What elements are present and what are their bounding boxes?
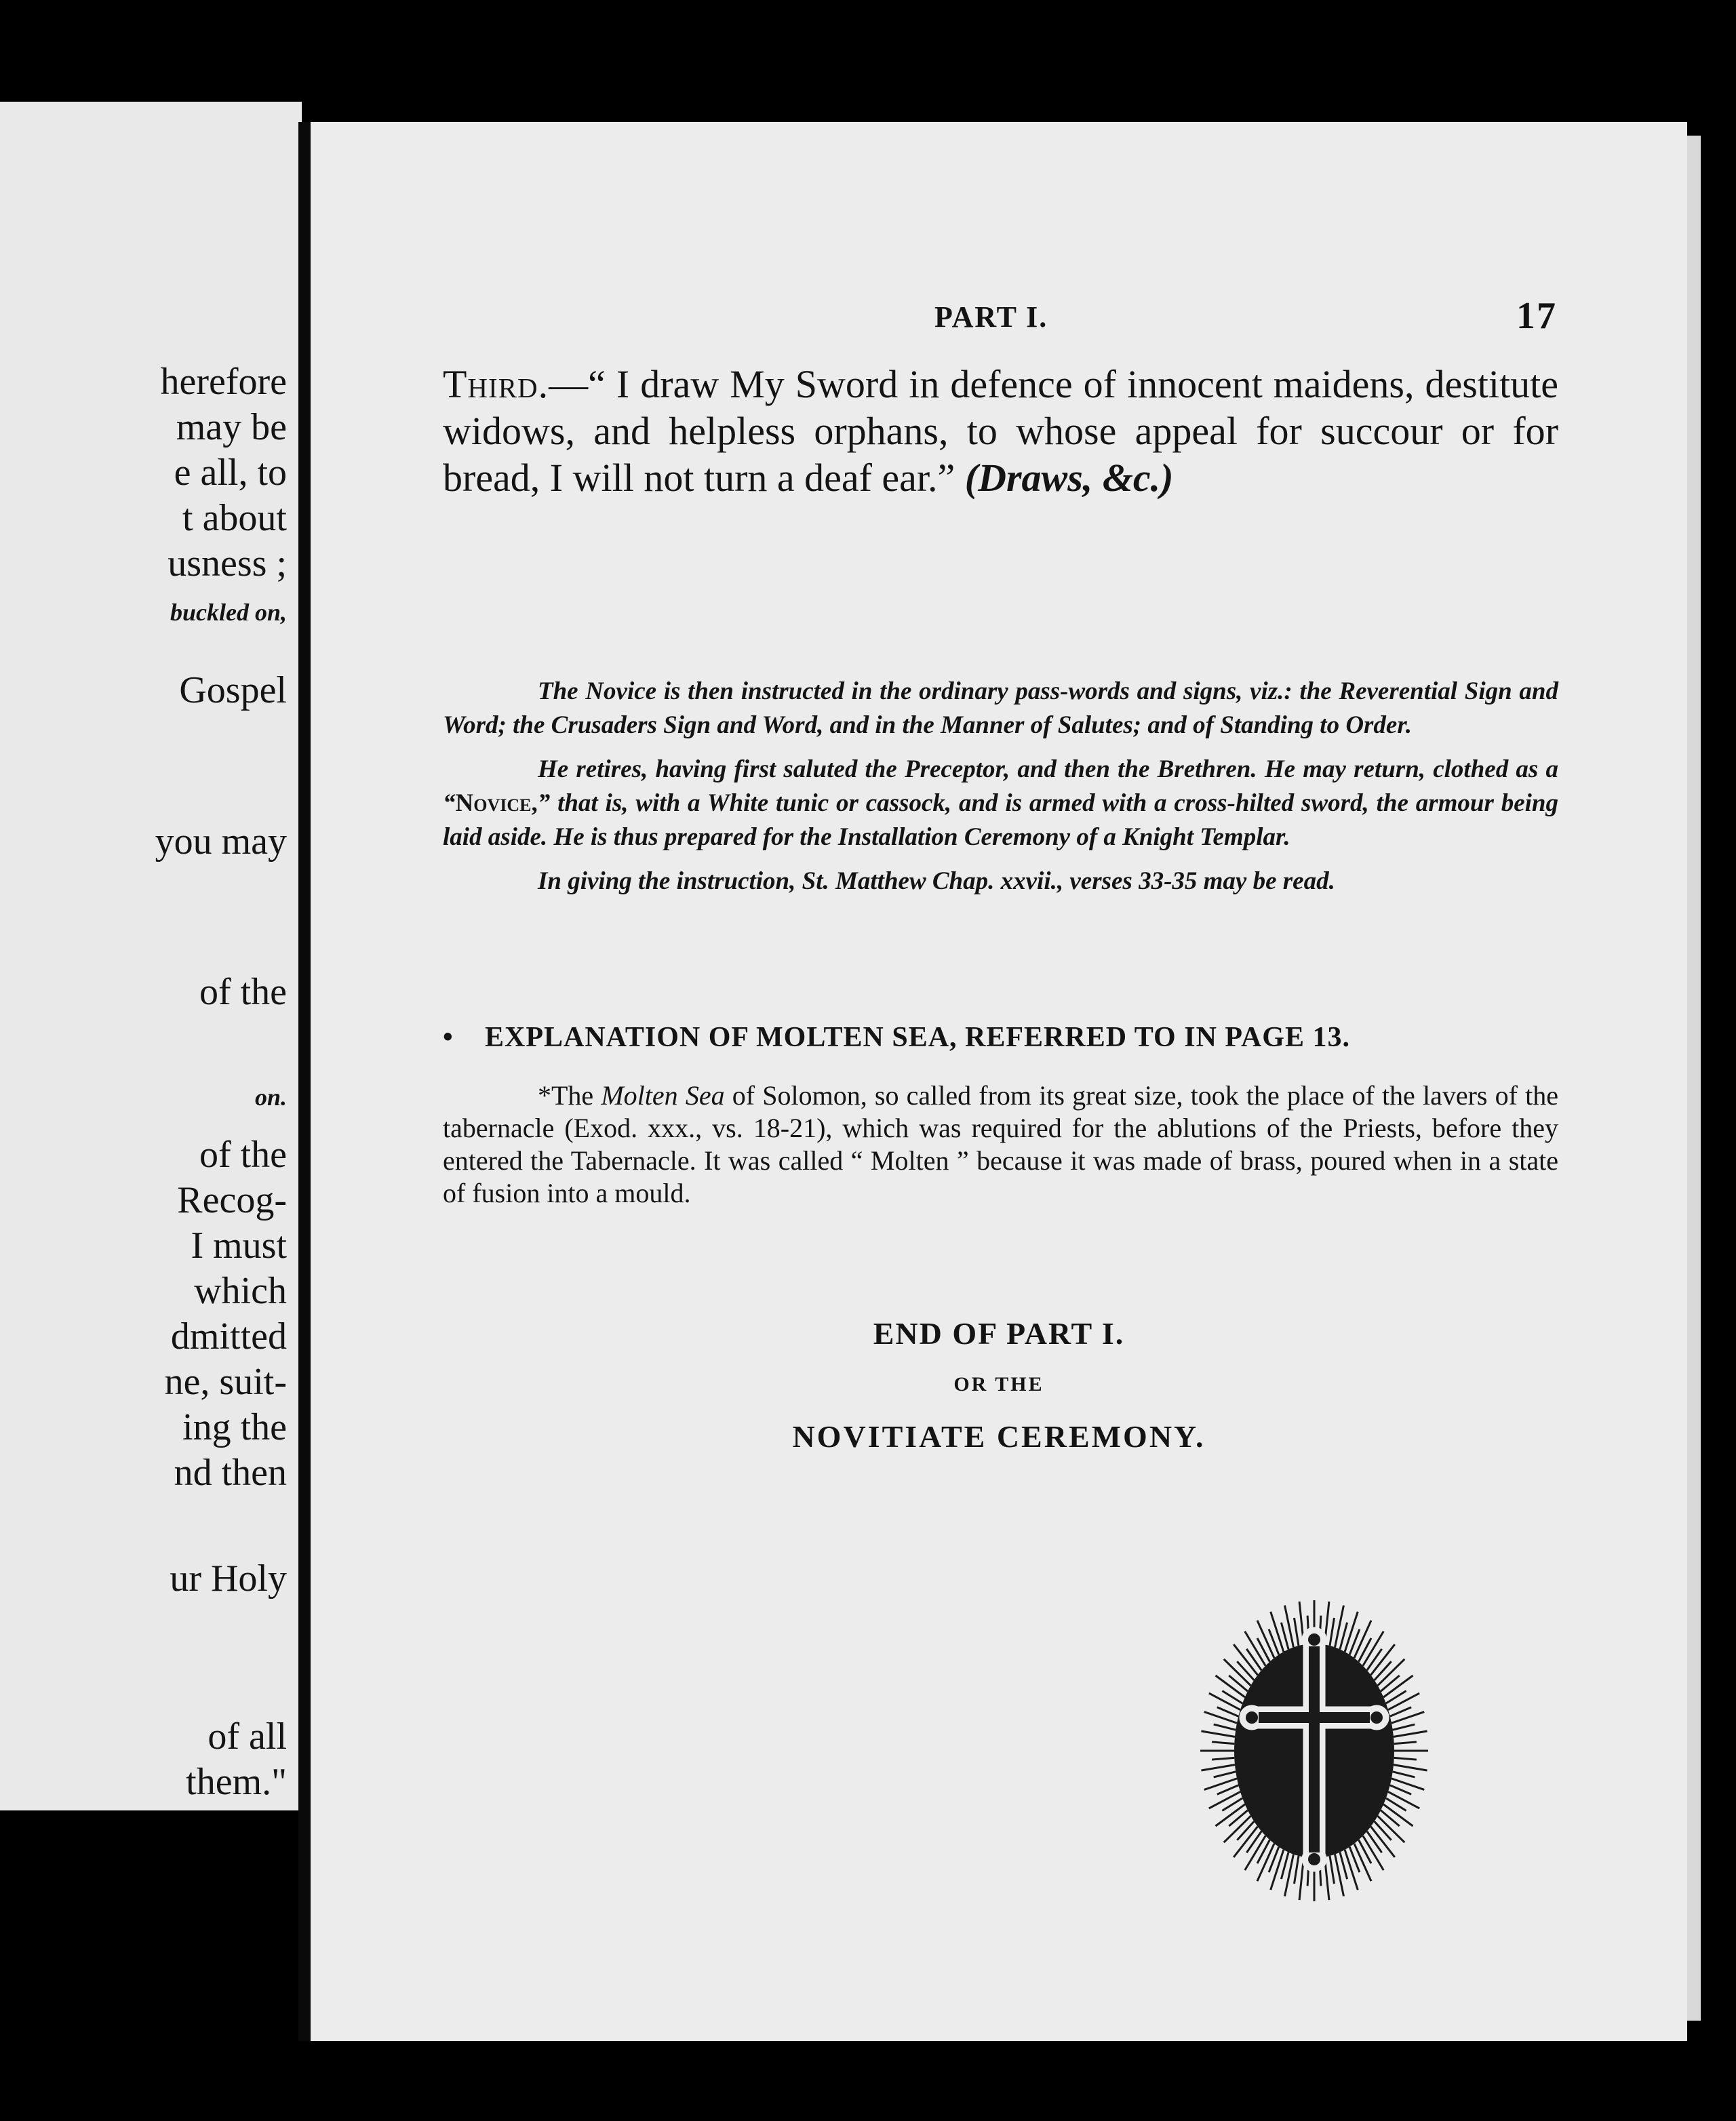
left-fragment: you may [155, 820, 287, 863]
part-heading: PART I. [934, 300, 1048, 334]
glory-ray [1394, 1765, 1427, 1770]
glory-ray [1295, 1856, 1299, 1884]
end-ceremony-name: NOVITIATE CEREMONY. [792, 1419, 1206, 1454]
glory-ray [1330, 1856, 1334, 1884]
left-fragment: of the [199, 1134, 287, 1176]
left-fragment: herefore [160, 361, 287, 403]
left-fragment: buckled on, [170, 599, 287, 626]
note-heading [443, 1021, 1558, 1054]
glory-ray [1367, 1831, 1382, 1852]
molten-sea-note [443, 1079, 1558, 1210]
glory-ray [1214, 1772, 1236, 1777]
left-fragment: ing the [182, 1406, 287, 1448]
rubric-text: He retires, having first saluted the Preceptor, and then the Brethren. He may return, clothed as a “ [443, 755, 1558, 817]
glory-ray [1271, 1612, 1284, 1652]
left-fragment: Gospel [179, 669, 287, 711]
left-fragment: of the [199, 971, 287, 1013]
left-fragment: dmitted [170, 1315, 287, 1357]
glory-ray [1271, 1850, 1284, 1890]
left-fragment: usness ; [167, 542, 287, 584]
glory-ray [1237, 1821, 1254, 1840]
glory-ray [1217, 1707, 1238, 1716]
note-paragraph [443, 1079, 1558, 1210]
glory-ray [1201, 1731, 1235, 1737]
glory-ray [1394, 1742, 1417, 1744]
note-text: *The [538, 1080, 601, 1111]
cross-with-radiant-glory-icon [1192, 1593, 1436, 1905]
left-fragment: e all, to [174, 452, 287, 494]
glory-ray [1345, 1612, 1358, 1652]
glory-ray [1214, 1724, 1236, 1730]
left-fragment: on. [254, 1084, 287, 1111]
glory-ray [1381, 1810, 1400, 1826]
glory-ray [1201, 1765, 1235, 1770]
glory-ray [1381, 1676, 1400, 1691]
rubric-text: ” that is, with a White tunic or cassock, and is armed with a cross-hilted sword, the armour being laid aside. He is thus prepared for the Installation Ceremony of a Knight Templar. [443, 789, 1558, 851]
left-fragment: them." [186, 1761, 287, 1803]
rubric-paragraph: The Novice is then instructed in the ordinary pass-words and signs, viz.: the Reverential Sign and Word; the Crusaders Sign and Word, and in the Manner of Salutes; and of Standing to Order. [443, 677, 1558, 739]
glory-ray [1229, 1676, 1248, 1691]
glory-ray [1394, 1731, 1427, 1737]
glory-ray [1212, 1742, 1234, 1744]
note-emphasis: Molten Sea [601, 1080, 725, 1111]
glory-ray [1237, 1661, 1254, 1680]
page-edge [1687, 136, 1701, 2021]
rubric-paragraph [443, 753, 1558, 854]
glory-ray [1375, 1661, 1392, 1680]
left-fragment: which [194, 1270, 287, 1312]
glory-ray [1246, 1649, 1261, 1670]
glory-ray [1375, 1821, 1392, 1840]
glory-ray [1390, 1785, 1411, 1794]
left-fragment: I must [191, 1225, 287, 1267]
glory-ray [1367, 1649, 1382, 1670]
glory-ray [1393, 1724, 1415, 1730]
left-fragment: ur Holy [170, 1558, 287, 1600]
left-fragment: ne, suit- [164, 1361, 287, 1403]
glory-ray [1209, 1791, 1240, 1808]
oath-text: —“ I draw My Sword in defence of innocent maidens, destitute widows, and helpless orphans, to whose appeal for succour or for bread, I will not turn a deaf ear.” [443, 362, 1558, 500]
rubric-block [443, 675, 1558, 909]
novice-term: Novice, [455, 789, 538, 817]
glory-ray [1295, 1618, 1299, 1646]
left-fragment: nd then [174, 1452, 287, 1494]
page-number: 17 [1516, 295, 1557, 337]
oath-paragraph [443, 361, 1558, 501]
stage-direction: (Draws, &c.) [964, 456, 1174, 500]
book-gutter [298, 122, 311, 2041]
left-fragment: t about [182, 497, 287, 539]
glory-ray [1212, 1758, 1234, 1760]
note-heading-text: EXPLANATION OF MOLTEN SEA, REFERRED TO IN PAGE 13. [485, 1022, 1350, 1053]
note-text: of Solomon, so called from its great size, took the place of the lavers of the tabernacle (Exod. xxx., vs. 18-21), which was required for the ablutions of the Priests, before they entered the Tabernacle. It was called “ Molten ” because it was made of brass, poured when in a state of fusion into a mould. [443, 1080, 1559, 1208]
right-page [311, 122, 1687, 2041]
glory-ray [1229, 1810, 1248, 1826]
glory-ray [1388, 1693, 1419, 1709]
glory-ray [1209, 1693, 1240, 1709]
glory-ray [1345, 1850, 1358, 1890]
glory-ray [1394, 1758, 1417, 1760]
rubric-paragraph: In giving the instruction, St. Matthew Chap. xxvii., verses 33-35 may be read. [538, 867, 1335, 895]
glory-ray [1388, 1791, 1419, 1808]
glory-ray [1330, 1618, 1334, 1646]
glory-ray [1217, 1785, 1238, 1794]
glory-ray [1390, 1707, 1411, 1716]
left-fragment: may be [176, 406, 287, 448]
oath-lead: Third. [443, 362, 549, 406]
glory-ray [1393, 1772, 1415, 1777]
glory-ray [1246, 1831, 1261, 1852]
left-fragment: of all [208, 1716, 287, 1758]
end-title: END OF PART I. [873, 1316, 1125, 1351]
left-page [0, 102, 302, 1810]
bullet-icon: • [443, 1022, 454, 1053]
end-subtitle: OR THE [953, 1373, 1044, 1395]
left-fragment: Recog- [177, 1179, 287, 1221]
